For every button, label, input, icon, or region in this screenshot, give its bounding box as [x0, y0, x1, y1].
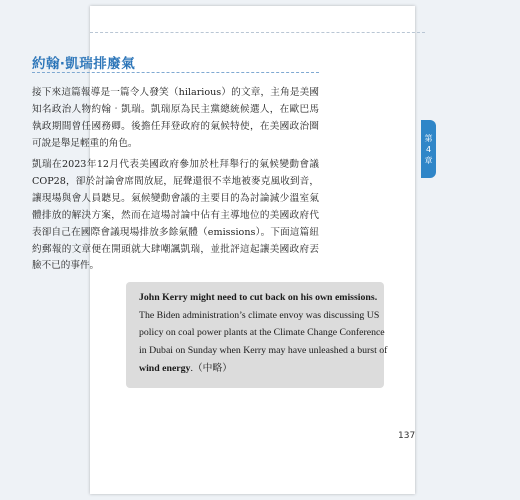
quote-line: policy on coal power plants at the Climate Change Conference	[139, 327, 385, 339]
top-dashed-rule	[90, 32, 425, 33]
chapter-tab[interactable]	[421, 120, 436, 178]
page-number: 137	[398, 431, 416, 441]
quote-box	[126, 282, 388, 388]
heading-underline	[32, 72, 319, 73]
paragraph-intro: 接下來這篇報導是一篇令人發笑（hilarious）的文章，主角是美國知名政治人物約翰‧凱瑞。凱瑞原為民主黨總統候選人，在歐巴馬執政期間曾任國務卿。後擔任拜登政府的氣候特使，在美國政治圈可說是舉足輕重的角色。	[32, 87, 319, 149]
quote-headline: John Kerry might need to cut back on his own emissions.	[139, 292, 378, 303]
chapter-tab-char: 第	[424, 133, 433, 143]
section-heading: 約翰‧凱瑞排廢氣	[32, 56, 136, 72]
chapter-tab-char: 章	[424, 155, 433, 165]
quote-ellipsis: .（中略）	[190, 362, 233, 374]
chapter-tab-number: 4	[425, 144, 432, 154]
quote-bold-phrase: wind energy	[139, 362, 191, 374]
paragraph-cop28: 凱瑞在2023年12月代表美國政府參加於杜拜舉行的氣候變動會議COP28，卻於討論會席間放屁，屁聲還很不幸地被麥克風收到音，讓現場與會人員聽見。氣候變動會議的主要目的為討論減少溫室氣體排放的解決方案，然而在這場討論中佔有主導地位的美國政府代表卻自己在國際會議現場排放多餘氣體（emissions）。下面這篇紐約郵報的文章便在開頭就大肆嘲諷凱瑞，並批評這起讓美國政府丟臉不已的事件。	[32, 159, 319, 272]
quote-line: The Biden administration’s climate envoy was discussing US	[139, 309, 380, 321]
quote-line: in Dubai on Sunday when Kerry may have unleashed a burst of	[139, 345, 388, 357]
quote-last-line	[139, 360, 370, 378]
